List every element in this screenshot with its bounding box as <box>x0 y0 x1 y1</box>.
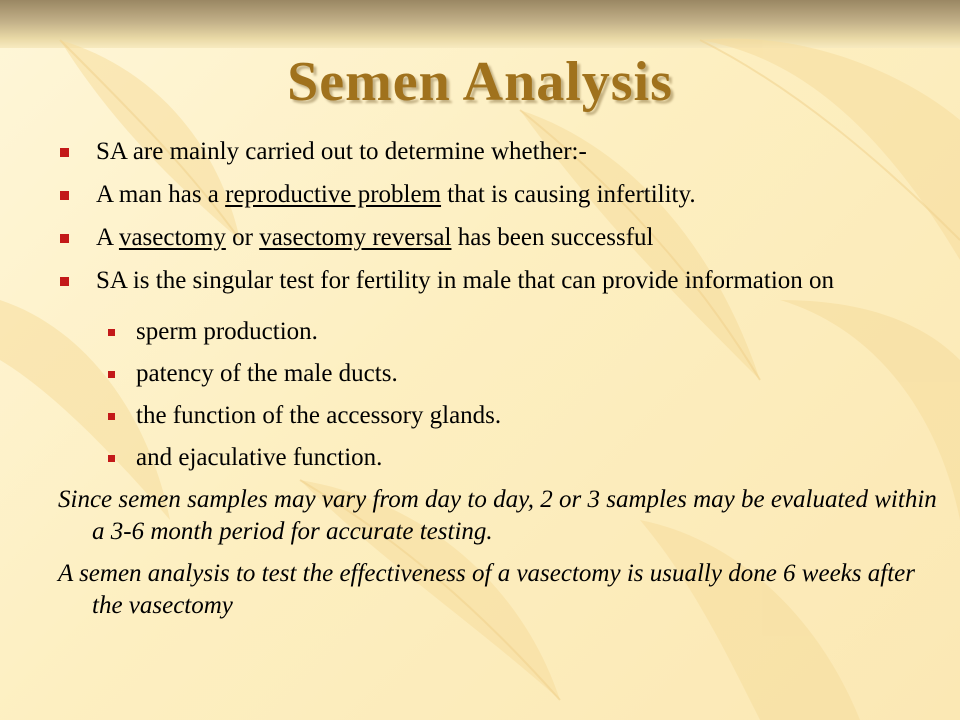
bullet-text: SA are mainly carried out to determine whether:- <box>96 138 587 165</box>
bullet-text-post: has been successful <box>451 224 654 251</box>
square-bullet-icon <box>60 277 69 286</box>
sub-bullet-item <box>108 358 938 390</box>
slide-content <box>58 136 938 632</box>
sub-bullet-item <box>108 316 938 348</box>
note-paragraph: A semen analysis to test the effectiveness of a vasectomy is usually done 6 weeks after the vasectomy <box>58 560 915 619</box>
sub-bullet-item <box>108 442 938 474</box>
sub-bullet-text: sperm production. <box>136 318 318 345</box>
note-paragraph: Since semen samples may vary from day to day, 2 or 3 samples may be evaluated within a 3-6 month period for accurate testing. <box>58 486 937 545</box>
bullet-text: SA is the singular test for fertility in male that can provide information on <box>96 267 835 294</box>
square-bullet-icon <box>108 329 115 336</box>
bullet-text-mid: or <box>225 224 260 251</box>
bullet-item <box>58 179 938 211</box>
vasectomy-reversal-link[interactable]: vasectomy reversal <box>259 224 452 251</box>
sub-bullet-text: the function of the accessory glands. <box>136 402 502 429</box>
bullet-text-post: that is causing infertility. <box>441 181 696 208</box>
sub-bullet-text: and ejaculative function. <box>136 444 383 471</box>
bullet-item <box>58 222 938 254</box>
square-bullet-icon <box>108 413 115 420</box>
square-bullet-icon <box>60 234 69 243</box>
bullet-item <box>58 136 938 168</box>
square-bullet-icon <box>60 191 69 200</box>
slide-title: Semen Analysis <box>287 51 673 113</box>
square-bullet-icon <box>108 371 115 378</box>
sub-bullet-item <box>108 400 938 432</box>
bullet-item <box>58 265 938 297</box>
square-bullet-icon <box>60 148 69 157</box>
sub-bullet-text: patency of the male ducts. <box>136 360 398 387</box>
square-bullet-icon <box>108 455 115 462</box>
vasectomy-link[interactable]: vasectomy <box>118 224 226 251</box>
reproductive-problem-link[interactable]: reproductive problem <box>225 181 442 208</box>
bullet-text-pre: A man has a <box>96 181 226 208</box>
bullet-text-pre: A <box>96 224 119 251</box>
